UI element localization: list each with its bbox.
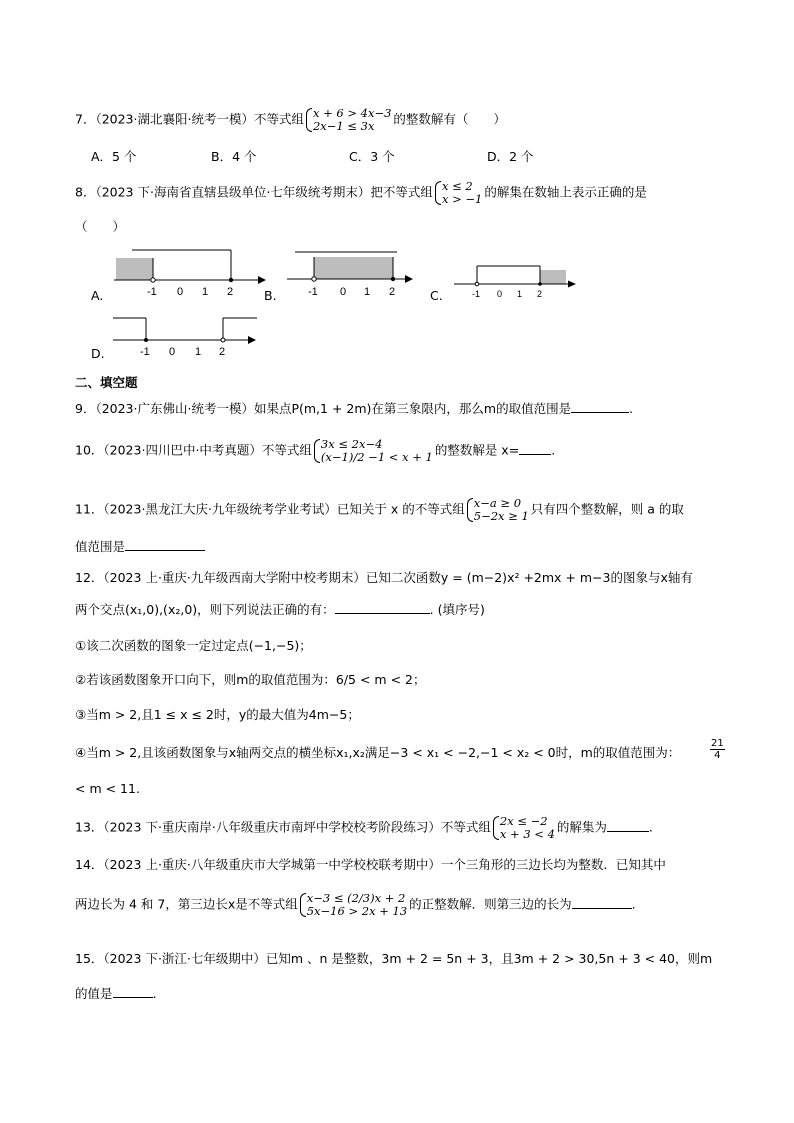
q7-option-c: C．3 个 [349, 149, 395, 164]
q15-line1: 15．（2023 下·浙江·七年级期中）已知m 、n 是整数，3m + 2 = 5n + 3，且3m + 2 > 30,5n + 3 < 40，则m [75, 951, 713, 966]
answer-blank[interactable] [572, 896, 632, 909]
tick-label: 0 [340, 286, 347, 298]
answer-blank[interactable] [519, 442, 551, 455]
q10-stem: 10．（2023·四川巴中·中考真题）不等式组 3x ≤ 2x−4 (x−1)/2 −1 < x + 1 的整数解是 x= . [75, 437, 556, 464]
q8-inequality-system: x ≤ 2 x > −1 [435, 180, 482, 206]
shaded-region [116, 258, 153, 280]
q9-stem: 9．（2023·广东佛山·统考一模）如果点P(m,1 + 2m)在第三象限内，那么m的取值范围是 . [75, 401, 634, 416]
q12-line2: 两个交点(x₁,0),(x₂,0)，则下列说法正确的有： . (填序号) [75, 602, 485, 617]
closed-dot [144, 338, 148, 342]
q14-inequality-system: x−3 ≤ (2/3)x + 2 5x−16 > 2x + 13 [300, 892, 407, 918]
arrow-icon [568, 281, 576, 288]
q10-inequality-system: 3x ≤ 2x−4 (x−1)/2 −1 < x + 1 [314, 438, 433, 464]
q12-statement-3: ③当m > 2,且1 ≤ x ≤ 2时，y的最大值为4m−5； [75, 707, 360, 722]
answer-blank[interactable] [335, 601, 430, 614]
q8-option-d-label: D. [91, 346, 105, 361]
q8-number-line-b [285, 245, 425, 300]
q15-line2: 的值是 . [75, 986, 157, 1001]
q8-number-line-d [110, 312, 260, 360]
tick-label: 1 [364, 286, 371, 298]
arrow-icon [405, 275, 413, 283]
q12-statement-2: ②若该函数图象开口向下，则m的取值范围为：6/5 < m < 2； [75, 672, 426, 687]
q11-line2: 值范围是 [75, 538, 205, 555]
tick-label: 0 [497, 289, 503, 299]
tick-label: -1 [140, 346, 150, 358]
q7-inequality-system: x + 6 > 4x−3 2x−1 ≤ 3x [306, 107, 391, 133]
tick-label: -1 [308, 286, 318, 298]
q12-statement-4-end: < m < 11. [75, 781, 140, 796]
fraction: 21 4 [711, 738, 724, 761]
tick-label: 2 [389, 286, 396, 298]
tick-label: 1 [195, 346, 202, 358]
shaded-region [540, 270, 566, 284]
q8-option-b-label: B. [264, 288, 277, 303]
open-dot [221, 338, 225, 342]
answer-blank[interactable] [571, 400, 629, 413]
answer-blank[interactable] [607, 819, 649, 832]
open-dot [475, 282, 479, 286]
section-heading: 二、填空题 [75, 375, 138, 390]
q12-statement-1: ①该二次函数的图象一定过定点(−1,−5)； [75, 638, 312, 653]
q7-option-d: D．2 个 [487, 149, 534, 164]
tick-label: 0 [177, 286, 184, 298]
q8-number-line-a [110, 245, 270, 300]
arrow-icon [248, 336, 256, 344]
q7-option-b: B．4 个 [211, 149, 257, 164]
q11-inequality-system: x−a ≥ 0 5−2x ≥ 1 [467, 497, 529, 523]
closed-dot [229, 278, 233, 282]
closed-dot [538, 282, 542, 286]
q8-option-a-label: A. [91, 288, 104, 303]
tick-label: 2 [227, 286, 234, 298]
tick-label: 0 [169, 346, 176, 358]
q7-option-a: A．5 个 [91, 149, 137, 164]
q12-line1: 12．（2023 上·重庆·九年级西南大学附中校考期末）已知二次函数y = (m−2)x² +2mx + m−3的图象与x轴有 [75, 570, 693, 585]
q8-answer-paren: （ ） [75, 219, 126, 234]
answer-blank[interactable] [125, 538, 205, 551]
closed-dot [391, 277, 395, 281]
q12-statement-4: ④当m > 2,且该函数图象与x轴两交点的横坐标x₁,x₂满足−3 < x₁ < −2,−1 < x₂ < 0时，m的取值范围为： [75, 745, 681, 760]
q8-option-c-label: C. [430, 288, 443, 303]
q8-number-line-c [450, 260, 580, 300]
arrow-icon [258, 276, 266, 284]
q14-line2: 两边长为 4 和 7，第三边长x是不等式组 x−3 ≤ (2/3)x + 2 5x−16 > 2x + 13 的正整数解．则第三边的长为 . [75, 891, 636, 918]
answer-blank[interactable] [113, 985, 153, 998]
tick-label: -1 [472, 289, 481, 299]
q11-stem: 11．（2023·黑龙江大庆·九年级统考学业考试）已知关于 x 的不等式组 x−a ≥ 0 5−2x ≥ 1 只有四个整数解，则 a 的取 [75, 496, 684, 523]
tick-label: 2 [537, 289, 543, 299]
tick-label: 1 [202, 286, 209, 298]
open-dot [151, 278, 155, 282]
tick-label: 1 [517, 289, 523, 299]
shaded-region [314, 257, 393, 279]
q7-stem: 7．（2023·湖北襄阳·统考一模）不等式组 x + 6 > 4x−3 2x−1 ≤ 3x 的整数解有（ ） [75, 106, 506, 133]
tick-label: -1 [147, 286, 157, 298]
q8-stem: 8．（2023 下·海南省直辖县级单位·七年级统考期末）把不等式组 x ≤ 2 x > −1 的解集在数轴上表示正确的是 [75, 179, 647, 206]
q13-inequality-system: 2x ≤ −2 x + 3 < 4 [493, 815, 555, 841]
q14-line1: 14．（2023 上·重庆·八年级重庆市大学城第一中学校校联考期中）一个三角形的三边长均为整数．已知其中 [75, 857, 666, 872]
tick-label: 2 [219, 346, 226, 358]
q13-stem: 13．（2023 下·重庆南岸·八年级重庆市南坪中学校校考阶段练习）不等式组 2x ≤ −2 x + 3 < 4 的解集为 . [75, 814, 653, 841]
open-dot [312, 277, 316, 281]
